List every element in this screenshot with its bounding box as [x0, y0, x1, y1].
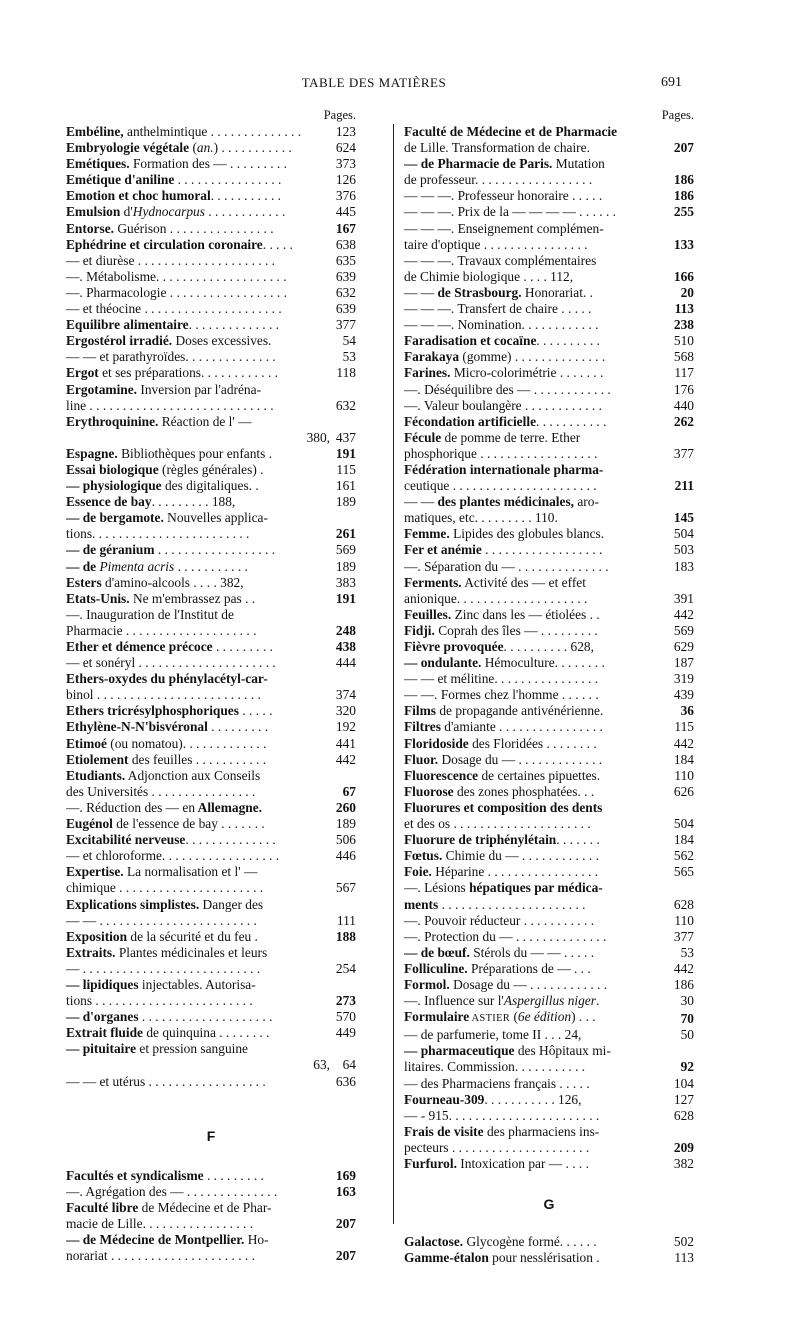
index-entry: —. Valeur boulangère . . . . . . . . . . . . 440: [404, 397, 694, 413]
index-entry: —. Lésions hépatiques par médica-: [404, 880, 603, 896]
index-entry: Gamme-étalon pour nesslérisation . 113: [404, 1250, 694, 1266]
index-entry: —. Déséquilibre des — . . . . . . . . . . . . 176: [404, 381, 694, 397]
pages-label: Pages.: [661, 108, 694, 122]
index-entry: Eugénol de l'essence de bay . . . . . . . 189: [66, 816, 356, 832]
index-entry: Emétiques. Formation des — . . . . . . . . . 373: [66, 156, 356, 172]
index-entry: — — —. Professeur honoraire . . . . . 186: [404, 188, 694, 204]
index-entry: Emétique d'aniline . . . . . . . . . . . . . . . . 126: [66, 172, 356, 188]
page-number: 691: [661, 75, 682, 90]
index-entry: Esters d'amino-alcools . . . . 382, 383: [66, 574, 356, 590]
index-entry: Fédération internationale pharma-: [404, 461, 604, 477]
index-entry: — de géranium . . . . . . . . . . . . . . . . . . 569: [66, 542, 356, 558]
index-entry: Formol. Dosage du — . . . . . . . . . . . . 186: [404, 976, 694, 992]
index-entry-continuation: line . . . . . . . . . . . . . . . . . . . . . . . . . . . . 632: [66, 397, 356, 413]
index-entry: — — et utérus . . . . . . . . . . . . . . . . . . 636: [66, 1073, 356, 1089]
index-entry: — de Médecine de Montpellier. Ho-: [66, 1232, 269, 1247]
index-entry: Femme. Lipides des globules blancs. 504: [404, 526, 694, 542]
index-entry-continuation: ments . . . . . . . . . . . . . . . . . . . . . . 628: [404, 896, 694, 912]
index-entry: — — —. Transfert de chaire . . . . . 113: [404, 301, 694, 317]
index-entry: Faradisation et cocaïne. . . . . . . . . . 510: [404, 333, 694, 349]
index-entry-continuation: binol . . . . . . . . . . . . . . . . . . . . . . . . . 374: [66, 687, 356, 703]
index-entry: —. Pharmacologie . . . . . . . . . . . . . . . . . . 632: [66, 284, 356, 300]
index-entry: Ether et démence précoce . . . . . . . . . 438: [66, 639, 356, 654]
index-entry: —. Inauguration de l'Institut de: [66, 606, 234, 622]
index-entry: Farakaya (gomme) . . . . . . . . . . . . . . 568: [404, 349, 694, 365]
index-entry: Fluorescence de certaines pipuettes. 110: [404, 767, 694, 783]
index-entry: — physiologique des digitaliques. . 161: [66, 478, 356, 494]
index-entry: —. Protection du — . . . . . . . . . . . . . . 377: [404, 928, 694, 944]
index-entry-continuation: litaires. Commission. . . . . . . . . . . 92: [404, 1059, 694, 1075]
index-entry: Fourneau-309. . . . . . . . . . . 126, 127: [404, 1091, 694, 1107]
index-entry: Ethers-oxydes du phénylacétyl-car-: [66, 671, 268, 687]
index-entry: — lipidiques injectables. Autorisa-: [66, 976, 256, 992]
index-entry: Ergostérol irradié. Doses excessives. 54: [66, 333, 356, 349]
index-column-right: [404, 106, 694, 1266]
index-entry-continuation: phosphorique . . . . . . . . . . . . . . . . . . 377: [404, 445, 694, 461]
index-entry: Floridoside des Floridées . . . . . . . . 442: [404, 735, 694, 751]
index-entry: Films de propagande antivénérienne. 36: [404, 703, 694, 719]
index-entry-continuation: matiques, etc. . . . . . . . . 110. 145: [404, 510, 694, 526]
index-entry: — — —. Enseignement complémen-: [404, 220, 604, 236]
index-entry: Extrait fluide de quinquina . . . . . . . . 449: [66, 1025, 356, 1041]
index-entry: Emotion et choc humoral. . . . . . . . . . . 376: [66, 188, 356, 204]
section-letter-g: G: [543, 1196, 555, 1213]
index-entry: — des Pharmaciens français . . . . . 104: [404, 1075, 694, 1091]
index-entry: Espagne. Bibliothèques pour enfants . 191: [66, 445, 356, 461]
index-entry: — — et parathyroïdes. . . . . . . . . . . . . . 53: [66, 349, 356, 365]
index-entry: —. Influence sur l'Aspergillus niger. 30: [404, 993, 694, 1009]
index-entry: Entorse. Guérison . . . . . . . . . . . . . . . . 167: [66, 220, 356, 236]
index-entry-continuation: — — . . . . . . . . . . . . . . . . . . . . . . . . 111: [66, 912, 356, 928]
index-entry: Explications simplistes. Danger des: [66, 896, 264, 912]
index-column-left: [66, 106, 356, 1264]
index-entry: Fidji. Coprah des îles — . . . . . . . . . 569: [404, 622, 694, 638]
index-entry-continuation: Pharmacie . . . . . . . . . . . . . . . . . . . . 248: [66, 622, 356, 638]
index-entry: Fluorures et composition des dents: [404, 799, 603, 815]
index-entry: Frais de visite des pharmaciens ins-: [404, 1123, 600, 1139]
index-entry: — de parfumerie, tome II . . . 24, 50: [404, 1027, 694, 1043]
index-entry: — de Pharmacie de Paris. Mutation: [404, 156, 605, 172]
index-entry: — et théocine . . . . . . . . . . . . . . . . . . . . . 639: [66, 301, 356, 317]
index-entry: Fièvre provoquée. . . . . . . . . . 628, 629: [404, 639, 694, 654]
index-entry: Extraits. Plantes médicinales et leurs: [66, 944, 268, 960]
index-entry: Fluor. Dosage du — . . . . . . . . . . . . . 184: [404, 751, 694, 767]
index-entry: Fer et anémie . . . . . . . . . . . . . . . . . . 503: [404, 542, 694, 558]
index-entry: — et sonéryl . . . . . . . . . . . . . . . . . . . . . 444: [66, 655, 356, 671]
index-entry: Ergotamine. Inversion par l'adréna-: [66, 381, 262, 397]
running-title: TABLE DES MATIÈRES: [301, 75, 447, 90]
index-entry: Expertise. La normalisation et l' —: [66, 864, 258, 880]
page-header: [66, 75, 682, 95]
index-entry: Ergot et ses préparations. . . . . . . . . . . . 118: [66, 365, 356, 381]
index-entry: Etimoé (ou nomatou). . . . . . . . . . . . . 441: [66, 735, 356, 751]
index-entry: — — des plantes médicinales, aro-: [404, 494, 599, 510]
index-entry: — pharmaceutique des Hôpitaux mi-: [404, 1043, 611, 1059]
index-entry: Excitabilité nerveuse. . . . . . . . . . . . . . 506: [66, 832, 356, 848]
index-entry: Galactose. Glycogène formé. . . . . . 502: [404, 1234, 694, 1250]
index-entry-continuation: et des os . . . . . . . . . . . . . . . . . . . . . 504: [404, 816, 694, 832]
index-entry-continuation: anionique. . . . . . . . . . . . . . . . . . . . 391: [404, 590, 694, 606]
index-entry: Ferments. Activité des — et effet: [404, 574, 586, 590]
column-divider: [393, 124, 394, 1224]
index-entry: — — et mélitine. . . . . . . . . . . . . . . . 319: [404, 671, 694, 687]
index-entry: Etiolement des feuilles . . . . . . . . . . . 442: [66, 751, 356, 767]
index-entry: Exposition de la sécurité et du feu . 188: [66, 928, 356, 944]
index-entry: Ethylène-N-N'bisvéronal . . . . . . . . . 192: [66, 719, 356, 735]
index-entry: — d'organes . . . . . . . . . . . . . . . . . . . . 570: [66, 1009, 356, 1025]
index-entry: Fluorose des zones phosphatées. . . 626: [404, 783, 694, 799]
index-entry: Etudiants. Adjonction aux Conseils: [66, 767, 261, 783]
index-entry: Faculté de Médecine et de Pharmacie: [404, 124, 618, 139]
index-entry: Feuilles. Zinc dans les — étiolées . . 442: [404, 606, 694, 622]
index-entry: Farines. Micro-colorimétrie . . . . . . . 117: [404, 365, 694, 381]
index-entry: — — —. Travaux complémentaires: [404, 252, 597, 268]
index-entry-continuation: de professeur. . . . . . . . . . . . . . . . . . 186: [404, 172, 694, 188]
index-entry: Folliculine. Préparations de — . . . 442: [404, 960, 694, 976]
index-entry-continuation: de Chimie biologique . . . . 112, 166: [404, 268, 694, 284]
index-entry: — —. Formes chez l'homme . . . . . . 439: [404, 687, 694, 703]
index-entry: Furfurol. Intoxication par — . . . . 382: [404, 1156, 694, 1171]
index-entry: — ondulante. Hémoculture. . . . . . . . 187: [404, 655, 694, 671]
index-entry-continuation: 63, 64: [313, 1057, 356, 1073]
index-entry: Ethers tricrésylphosphoriques . . . . . 320: [66, 703, 356, 719]
index-entry: —. Séparation du — . . . . . . . . . . . . . . 183: [404, 558, 694, 574]
pages-label: Pages.: [323, 108, 356, 122]
index-entry: Embryologie végétale (an.) . . . . . . . . . . . 624: [66, 140, 356, 156]
index-entry: — pituitaire et pression sanguine: [66, 1041, 248, 1057]
index-entry: Foie. Héparine . . . . . . . . . . . . . . . . . 565: [404, 864, 694, 880]
index-entry: Fécule de pomme de terre. Ether: [404, 429, 581, 445]
index-entry: Filtres d'amiante . . . . . . . . . . . . . . . . 115: [404, 719, 694, 735]
index-entry: — et chloroforme. . . . . . . . . . . . . . . . . . 446: [66, 848, 356, 864]
index-entry-continuation: des Universités . . . . . . . . . . . . . . . . 67: [66, 783, 356, 799]
index-entry: — — de Strasbourg. Honorariat. . 20: [404, 284, 694, 300]
index-entry: Embéline, anthelmintique . . . . . . . . . . . . . . 123: [66, 124, 356, 139]
index-entry-continuation: — . . . . . . . . . . . . . . . . . . . . . . . . . . . 254: [66, 960, 356, 976]
index-entry: — de Pimenta acris . . . . . . . . . . . 189: [66, 558, 356, 574]
index-entry: — de bergamote. Nouvelles applica-: [66, 510, 268, 526]
index-entry: Formulaire ASTIER (6e édition) . . . 70: [404, 1009, 694, 1027]
index-entry: — — —. Prix de la — — — — . . . . . . 255: [404, 204, 694, 220]
index-entry: —. Agrégation des — . . . . . . . . . . . . . . 163: [66, 1183, 356, 1199]
index-entry: —. Métabolisme. . . . . . . . . . . . . . . . . . . . 639: [66, 268, 356, 284]
index-entry-continuation: taire d'optique . . . . . . . . . . . . . . . . 133: [404, 236, 694, 252]
index-entry: Fluorure de triphénylétain. . . . . . . 184: [404, 832, 694, 848]
index-entry: Erythroquinine. Réaction de l' —: [66, 413, 252, 429]
index-entry-continuation: norariat . . . . . . . . . . . . . . . . . . . . . . 207: [66, 1248, 356, 1264]
index-entry: Fécondation artificielle. . . . . . . . . . . 262: [404, 413, 694, 429]
index-entry: — et diurèse . . . . . . . . . . . . . . . . . . . . . 635: [66, 252, 356, 268]
index-entry-continuation: ceutique . . . . . . . . . . . . . . . . . . . . . . 211: [404, 478, 694, 494]
index-entry: Faculté libre de Médecine et de Phar-: [66, 1199, 272, 1215]
index-entry: Emulsion d'Hydnocarpus . . . . . . . . . . . . 445: [66, 204, 356, 220]
index-entry-continuation: macie de Lille. . . . . . . . . . . . . . . . . 207: [66, 1215, 356, 1231]
section-letter-f: F: [206, 1127, 216, 1144]
index-entry-continuation: 380, 437: [306, 429, 356, 445]
index-entry: — - 915. . . . . . . . . . . . . . . . . . . . . . . 628: [404, 1107, 694, 1123]
index-entry: — — —. Nomination. . . . . . . . . . . . 238: [404, 317, 694, 333]
index-entry: Fœtus. Chimie du — . . . . . . . . . . . . 562: [404, 848, 694, 864]
index-entry: Ephédrine et circulation coronaire. . . . . 638: [66, 236, 356, 252]
index-entry: — de bœuf. Stérols du — — . . . . . 53: [404, 944, 694, 960]
index-entry: Etats-Unis. Ne m'embrassez pas . . 191: [66, 590, 356, 606]
index-entry-continuation: tions . . . . . . . . . . . . . . . . . . . . . . . . 273: [66, 993, 356, 1009]
index-entry-continuation: de Lille. Transformation de chaire. 207: [404, 140, 694, 156]
index-entry: —. Réduction des — en Allemagne. 260: [66, 799, 356, 815]
index-entry: Essai biologique (règles générales) . 115: [66, 461, 356, 477]
index-entry-continuation: tions. . . . . . . . . . . . . . . . . . . . . . . . 261: [66, 526, 356, 542]
index-entry: Essence de bay. . . . . . . . . 188, 189: [66, 494, 356, 510]
index-entry: Equilibre alimentaire. . . . . . . . . . . . . . 377: [66, 317, 356, 333]
index-entry: —. Pouvoir réducteur . . . . . . . . . . . 110: [404, 912, 694, 928]
index-entry: Facultés et syndicalisme . . . . . . . . . 169: [66, 1167, 356, 1183]
index-entry-continuation: chimique . . . . . . . . . . . . . . . . . . . . . . 567: [66, 880, 356, 896]
index-entry-continuation: pecteurs . . . . . . . . . . . . . . . . . . . . . 209: [404, 1139, 694, 1155]
